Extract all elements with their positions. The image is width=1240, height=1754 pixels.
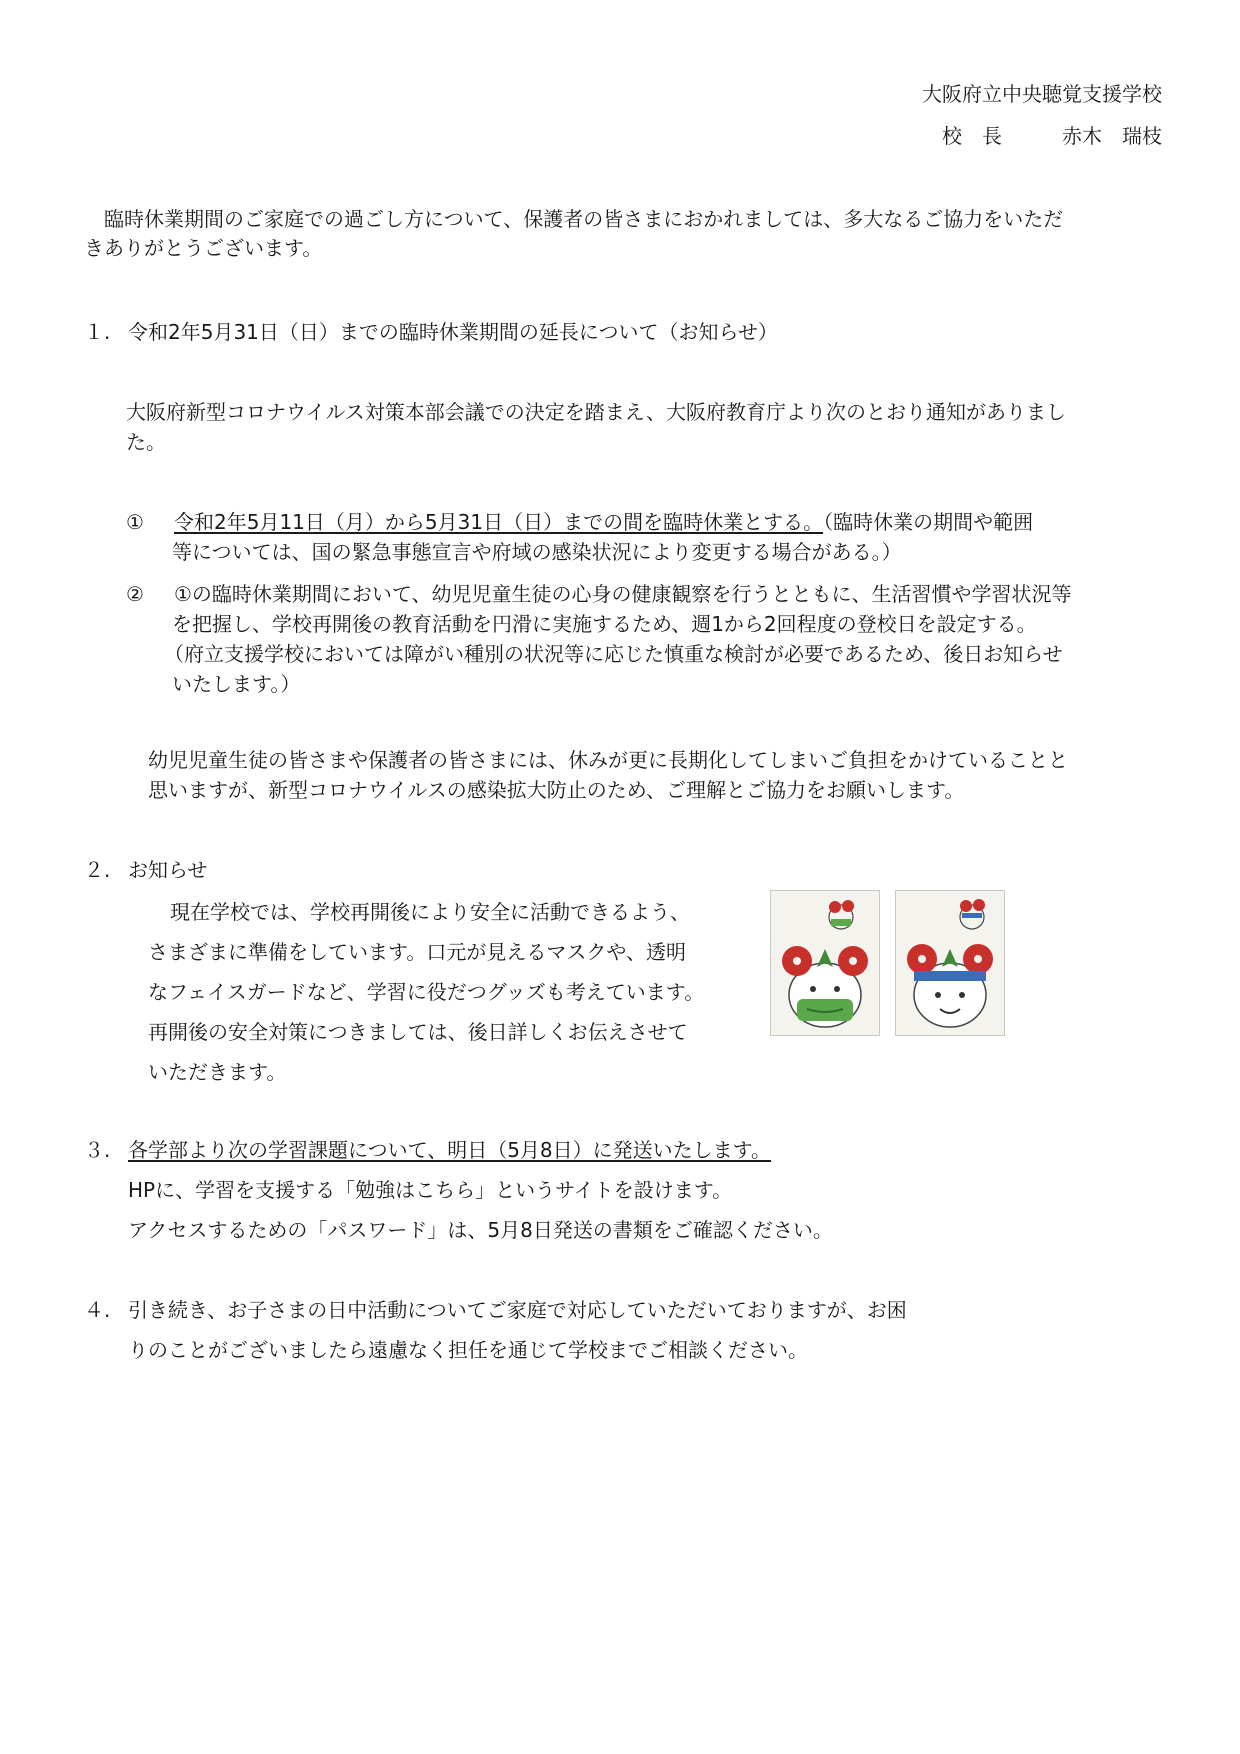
section4-line-1: 引き続き、お子さまの日中活動についてご家庭で対応していただいておりますが、お困 (128, 1298, 907, 1322)
section3-heading (84, 1136, 771, 1164)
section1-title: 令和2年5月31日（日）までの臨時休業期間の延長について（お知らせ） (128, 320, 778, 344)
item1-underlined: 令和2年5月11日（月）から5月31日（日）までの間を臨時休業とする。 (174, 510, 824, 534)
section3-line-1: HPに、学習を支援する「勉強はこちら」というサイトを設けます。 (128, 1178, 733, 1202)
intro-line-1: 臨時休業期間のご家庭での過ごし方について、保護者の皆さまにおかれましては、多大なるご協力をいただ (104, 207, 1064, 231)
section4-number: ４. (84, 1298, 111, 1322)
face-shield-mascot-photo (895, 890, 1005, 1036)
section2-line-5: いただきます。 (148, 1060, 287, 1084)
item2-marker: ② (126, 582, 144, 606)
section2-title: お知らせ (128, 858, 208, 882)
section1-heading (84, 318, 778, 346)
item2-line-4: いたします。） (172, 672, 301, 696)
section2-line-2: さまざまに準備をしています。口元が見えるマスクや、透明 (148, 940, 686, 964)
section1-closing-1: 幼児児童生徒の皆さまや保護者の皆さまには、休みが更に長期化してしまいご負担をかけていることと (148, 748, 1068, 772)
intro-line-2: きありがとうございます。 (84, 236, 323, 260)
section2-heading (84, 856, 207, 884)
section2-number: ２. (84, 858, 111, 882)
school-name: 大阪府立中央聴覚支援学校 (922, 82, 1162, 106)
section1-body-1: 大阪府新型コロナウイルス対策本部会議での決定を踏まえ、大阪府教育庁より次のとおり通知がありまし (126, 400, 1066, 424)
section1-closing-2: 思いますが、新型コロナウイルスの感染拡大防止のため、ご理解とご協力をお願いします。 (148, 778, 965, 802)
item2-line-2: を把握し、学校再開後の教育活動を円滑に実施するため、週1から2回程度の登校日を設定する。 (172, 612, 1037, 636)
section1-item1-cont: 等については、国の緊急事態宣言や府域の感染状況により変更する場合がある。） (172, 540, 902, 564)
principal-name: 校 長 赤木 瑞枝 (942, 124, 1162, 148)
item1-rest: （臨時休業の期間や範囲 (823, 510, 1034, 534)
section1-body-2: た。 (126, 430, 166, 454)
mask-mascot-photo (770, 890, 880, 1036)
section1-number: １. (84, 320, 111, 344)
section2-line-4: 再開後の安全対策につきましては、後日詳しくお伝えさせて (148, 1020, 688, 1044)
section1-item2 (126, 580, 1072, 608)
item1-marker: ① (126, 510, 144, 534)
section4-heading (84, 1296, 907, 1324)
section4-line-2: りのことがございましたら遠慮なく担任を通じて学校までご相談ください。 (128, 1338, 808, 1362)
section1-item1 (126, 508, 1033, 536)
section2-line-3: なフェイスガードなど、学習に役だつグッズも考えています。 (148, 980, 705, 1004)
section3-number: ３. (84, 1138, 111, 1162)
item2-line-1: ①の臨時休業期間において、幼児児童生徒の心身の健康観察を行うとともに、生活習慣や学習状況等 (174, 582, 1072, 606)
section2-line-1: 現在学校では、学校再開後により安全に活動できるよう、 (170, 900, 690, 924)
section3-title: 各学部より次の学習課題について、明日（5月8日）に発送いたします。 (128, 1138, 772, 1162)
item2-line-3: （府立支援学校においては障がい種別の状況等に応じた慎重な検討が必要であるため、後日お知らせ (164, 642, 1063, 666)
section3-line-2: アクセスするための「パスワード」は、5月8日発送の書類をご確認ください。 (128, 1218, 833, 1242)
